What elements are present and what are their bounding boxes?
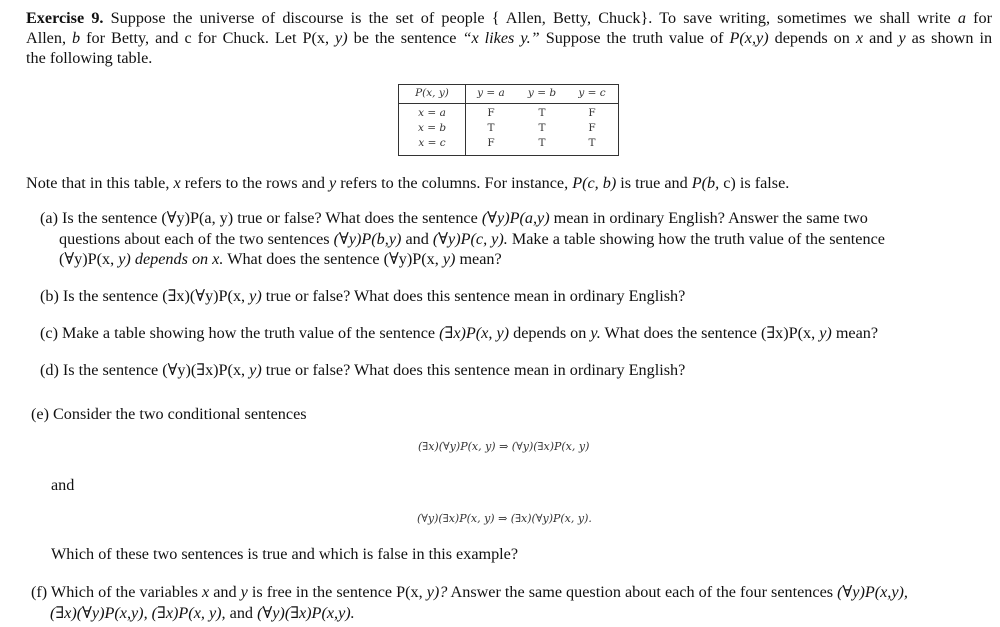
part-c-text: What does the sentence (∃x)P(x, (604, 324, 816, 342)
table-column-header: y = c (578, 87, 606, 99)
part-f-formula: (∃x)(∀y)P(x,y), (50, 604, 148, 622)
table-corner-label: P(x, y) (415, 87, 449, 99)
part-d (40, 360, 685, 380)
note-text: is true and (620, 174, 688, 192)
intro-var-b: b (72, 29, 81, 47)
intro-var-y: y) (335, 29, 348, 47)
part-b (40, 286, 685, 306)
part-f-line-1 (31, 582, 908, 602)
part-b-text: true or false? What does this sentence mean in ordinary English? (265, 287, 686, 305)
note-text: c) is false. (723, 174, 790, 192)
part-f-var: y)? (426, 583, 448, 601)
part-f-text: Answer the same question about each of the four sentences (450, 583, 834, 601)
part-a-formula: (∀y)P(a,y) (481, 209, 550, 227)
part-a-text: and (405, 230, 429, 248)
intro-line-1 (26, 8, 992, 28)
part-b-text: (b) Is the sentence (∃x)(∀y)P(x, (40, 287, 246, 305)
part-a-line-3 (59, 249, 502, 269)
note-var-x: x (173, 174, 181, 192)
part-a-line-2 (59, 229, 885, 249)
exercise-label: Exercise 9. (26, 9, 104, 27)
part-a-formula: y) (442, 250, 456, 268)
intro-quote: “x likes y.” (462, 29, 540, 47)
part-c-var: y. (590, 324, 601, 342)
part-a-formula: y) depends on x. (118, 250, 224, 268)
intro-text: and (869, 29, 893, 47)
note-text: Note that in this table, (26, 174, 170, 192)
part-a-text: (∀y)P(x, (59, 250, 115, 268)
part-a-line-1 (40, 208, 868, 228)
table-column-header: y = b (527, 87, 557, 99)
intro-text: be the sentence (353, 29, 457, 47)
note-paragraph (26, 173, 789, 193)
table-row-label: x = c (418, 137, 446, 149)
table-cell: F (588, 122, 596, 134)
formula-1: (∃x)(∀y)P(x, y) ⇒ (∀y)(∃x)P(x, y) (418, 440, 590, 453)
truth-table (398, 84, 619, 156)
part-d-text: true or false? What does this sentence mean in ordinary English? (265, 361, 686, 379)
intro-var-y2: y (898, 29, 906, 47)
part-a-formula: (∀y)P(c, y). (432, 230, 508, 248)
intro-var-x: x (855, 29, 864, 47)
table-row-label: x = a (418, 107, 446, 119)
intro-text: for Betty, and c for Chuck. Let P(x, (86, 29, 330, 47)
table-cell: F (487, 137, 495, 149)
part-c-text: mean? (835, 324, 879, 342)
part-c-text: (c) Make a table showing how the truth value of the sentence (40, 324, 436, 342)
intro-text: depends on (774, 29, 850, 47)
table-cell: T (487, 122, 495, 134)
part-a-text: What does the sentence (∀y)P(x, (227, 250, 439, 268)
part-f-text: (f) Which of the variables (31, 583, 198, 601)
part-a-text: mean? (459, 250, 502, 268)
part-a-formula: (∀y)P(b,y) (333, 230, 402, 248)
part-f-var: x (201, 583, 210, 601)
part-c (40, 323, 878, 343)
part-f-text: and (213, 583, 237, 601)
table-cell: T (538, 122, 546, 134)
part-a-text: questions about each of the two sentences (59, 230, 330, 248)
table-cell: F (487, 107, 495, 119)
note-text: refers to the columns. For instance, (340, 174, 569, 192)
part-a-text: (a) Is the sentence (∀y)P(a, y) true or false? What does the sentence (40, 209, 478, 227)
table-cell: T (538, 137, 546, 149)
intro-line-2 (26, 28, 992, 48)
note-var-y: y (329, 174, 337, 192)
part-f-text: is free in the sentence P(x, (251, 583, 423, 601)
note-pb: P(b, (691, 174, 720, 192)
table-cell: T (588, 137, 596, 149)
part-f-text: and (229, 604, 254, 622)
intro-line-3: the following table. (26, 49, 153, 67)
part-d-text: (d) Is the sentence (∀y)(∃x)P(x, (40, 361, 246, 379)
part-f-var: y (240, 583, 248, 601)
table-column-header: y = a (477, 87, 505, 99)
intro-var-a: a (957, 9, 966, 27)
intro-text: Suppose the universe of discourse is the set of people { Allen, Betty, Chuck}. To save writing, sometimes we shall write (103, 9, 951, 27)
part-c-var: y) (819, 324, 832, 342)
part-f-formula: (∀y)(∃x)P(x,y). (257, 604, 355, 622)
formula-2: (∀y)(∃x)P(x, y) ⇒ (∃x)(∀y)P(x, y). (417, 512, 592, 525)
part-f-formula: (∃x)P(x, y), (151, 604, 226, 622)
table-cell: T (538, 107, 546, 119)
table-cell: F (588, 107, 596, 119)
intro-text: Suppose the truth value of (545, 29, 724, 47)
intro-text: Allen, (26, 29, 67, 47)
part-f-line-2 (50, 603, 355, 623)
part-f-formula: (∀y)P(x,y), (837, 583, 908, 601)
note-text: refers to the rows and (184, 174, 325, 192)
part-a-text: Make a table showing how the truth value of the sentence (511, 230, 885, 248)
part-c-text: depends on (513, 324, 587, 342)
note-pcb: P(c, b) (572, 174, 617, 192)
intro-text: as shown in (911, 29, 993, 47)
part-c-formula: (∃x)P(x, y) (439, 324, 510, 342)
part-e-intro: (e) Consider the two conditional sentences (31, 405, 307, 423)
part-a-text: mean in ordinary English? Answer the same two (553, 209, 868, 227)
intro-pxy: P(x,y) (729, 29, 769, 47)
table-row-label: x = b (417, 122, 447, 134)
part-e-question: Which of these two sentences is true and which is false in this example? (51, 545, 519, 563)
part-d-var: y) (249, 361, 262, 379)
intro-text: for (973, 9, 993, 27)
part-b-var: y) (249, 287, 262, 305)
part-e-and: and (51, 476, 75, 494)
